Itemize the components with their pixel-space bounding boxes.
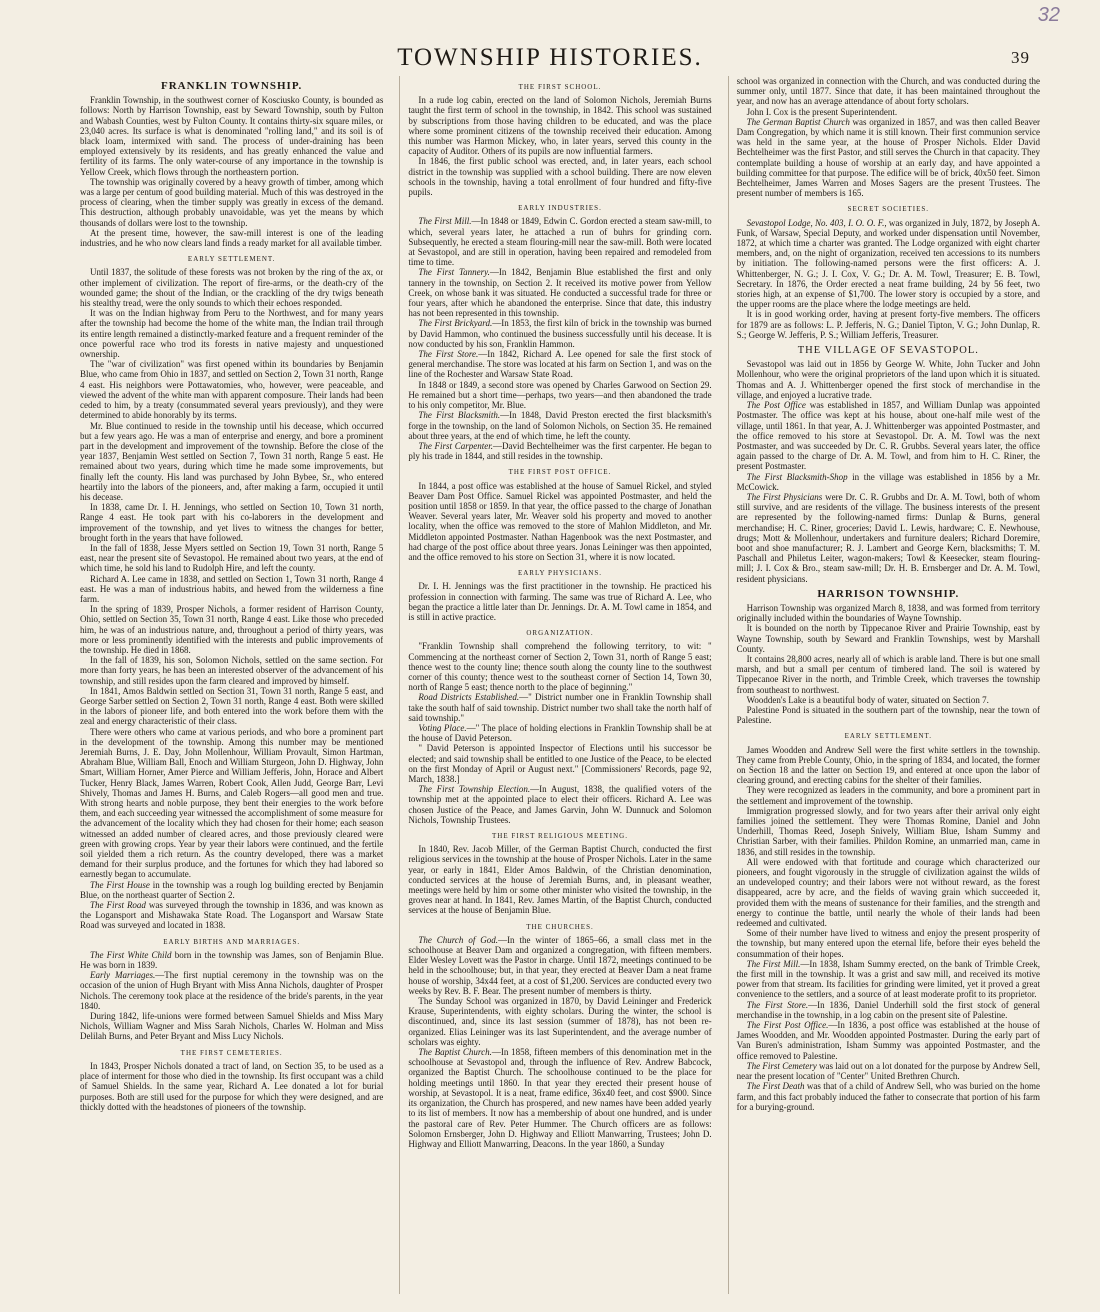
section-heading: FRANKLIN TOWNSHIP. [161,80,303,92]
paragraph [737,959,1040,1000]
paragraph [80,880,383,900]
paragraph [80,421,383,503]
paragraph [80,95,383,177]
paragraph-lead: The First Carpenter. [418,440,493,451]
paragraph-text: In 1843, Prosper Nichols donated a tract of land, on Section 35, to be used as a place of interment for those who died in the township. Its first occupant was a child of Samuel Shields. In the same year, Richard A. Lee donated a lot for burial purposes. Both are still used for the purpose for which they were designed, and are thickly dotted with the headstones of pioneers of the township. [80,1060,384,1112]
paragraph-text: There were others who came at various periods, and who bore a prominent part in the development of the township. Among this number may be mentioned Jeremiah Burns, J. E. Day, John Mollenhour, William Provault, Simon Hartman, Abraham Blue, William Ball, Enoch and William Sturgeon, John D. Highway, John Smart, William Horner, Amer Pierce and William Jefferis, John, Horace and Albert Tucker, Henry Black, James Warren, Robert Cook, Allen Judd, George Barr, Levi Shively, Thomas and James H. Burns, and Caleb Rogers—all good men and true. With strong hearts and noble purpose, they bent their energies to the work before them, and each succeeding year witnessed the accomplishment of some measure for the advancement of the locality which they had chosen for their home; each season witnessed an added number of cleared acres, and those previously cleared were green with growing crops. Year by year their labors were continued, and the fertile soil yielded them a rich return. As the country developed, there was a market demand for their surplus produce, and the fortunes for which they had labored so earnestly began to accumulate. [80,726,384,880]
paragraph [80,1011,383,1042]
paragraph-text: It is in good working order, having at present forty-five members. The officers for 1879 are as follows: L. P. Jefferis, N. G.; Daniel Tipton, V. G.; John Dunlap, R. S.; George W. Jefferis, P. S.; William Jefferis, Treasurer. [736,309,1040,340]
paragraph [408,380,711,411]
section-heading: HARRISON TOWNSHIP. [817,587,960,600]
paragraph-lead: The Church of God. [418,934,499,945]
paragraph-text: —" The place of holding elections in Franklin Township shall be at the house of David Peterson. [408,722,712,744]
subsection-heading: THE CHURCHES. [526,922,594,931]
paragraph [737,603,1040,623]
paragraph-text: —" District number one in Franklin Township shall take the south half of said township. District number two shall take the north half of said township." [408,692,712,723]
paragraph [80,900,383,931]
paragraph [80,655,383,686]
paragraph [408,844,711,915]
paragraph [408,1047,711,1149]
paragraph-lead: Road Districts Established. [418,692,520,703]
paragraph [408,410,711,441]
paragraph-text: In 1841, Amos Baldwin settled on Section 31, Town 31 north, Range 5 east, and George Sarber settled on Section 2, Town 31 north, Range 4 east. Both were skilled in the labors of pioneer life, and both entered into the work before them with the zeal and energy characteristic of their class. [80,685,384,727]
paragraph-text: born in the township was James, son of Benjamin Blue. He was born in 1839. [80,949,384,971]
paragraph-text: Woodden's Lake is a beautiful body of water, situated on Section 7. [746,694,989,705]
paragraph-text: —In 1842, Benjamin Blue established the first and only tannery in the township, on Section 2. It received its motive power from Yellow Creek, on whose bank it was situated. He conducted a successful trade for three or four years, after which he abandoned the enterprise. Since that date, this industry has not been represented in this township. [408,267,712,319]
paragraph [737,1020,1040,1061]
paragraph-text: Harrison Township was organized March 8, 1838, and was formed from territory originally included within the boundaries of Wayne Township. [736,602,1040,624]
paragraph [408,581,711,622]
paragraph [80,308,383,359]
paragraph [408,692,711,723]
paragraph [408,441,711,461]
paragraph-text: It was on the Indian highway from Peru to the Northwest, and for many years after the township had become the home of the white man, the Indian trail through its entire length remained a distinctly-marked feature and a frequent reminder of the once powerful race who trod its forests in native majesty and unquestioned ownership. [80,308,384,360]
paragraph [737,492,1040,584]
paragraph [80,1061,383,1112]
paragraph-lead: The First White Child [90,949,172,960]
paragraph-text: was laid out on a lot donated for the purpose by Andrew Sell, near the present location of "Center" United Brethren Church. [736,1060,1040,1082]
paragraph-text: In 1846, the first public school was erected, and, in later years, each school district in the township was supplied with a school building. There are now eleven schools in the township, having a total enrollment of four hundred and fifty-five pupils. [408,156,712,198]
paragraph-text: school was organized in connection with the Church, and was conducted during the summer only, until 1877. Since that date, it has been maintained throughout the year, and now has an average attendance of about forty scholars. [736,76,1040,107]
subsection-heading: SECRET SOCIETIES. [847,205,930,214]
paragraph-text: At the present time, however, the saw-mill interest is one of the leading industries, and he who now clears land finds a ready market for all available timber. [80,227,384,249]
paragraph-text: Mr. Blue continued to reside in the township until his decease, which occurred but a few years ago. He was a man of enterprise and energy, and bore a prominent part in the development and improvement of the township. Before the close of the year 1837, Benjamin West settled on Section 7, Town 31 north, Range 5 east. He remained about two years, during which time he made some improvements, but finally left the county. His land was purchased by John Bybee, Sr., who entered heartily into the labors of the pioneers, and, after making a farm, occupied it until his decease. [80,420,384,502]
paragraph [408,743,711,784]
paragraph [737,309,1040,340]
paragraph-text: was surveyed through the township in 1836, and was known as the Logansport and Mishawaka State Road. The Logansport and Warsaw State Road was surveyed and located in 1838. [80,900,384,931]
page-title: TOWNSHIP HISTORIES. [397,44,703,71]
paragraph [408,216,711,267]
subsection-heading: EARLY BIRTHS AND MARRIAGES. [163,937,301,946]
text-columns [80,76,1040,1294]
paragraph [737,218,1040,310]
paragraph-lead: The German Baptist Church [746,116,850,127]
paragraph-text: —In 1858, fifteen members of this denomination met in the schoolhouse at Sevastopol and, through the influence of Rev. Andrew Babcock, organized the Baptist Church. The schoolhouse continued to be the place for holding meetings until 1860. In that year they erected their present house of worship, at Sevastopol. It is a neat, frame edifice, 36x40 feet, and cost $900. Since its organization, the Church has prospered, and new names have been added yearly to its list of members. It now has a membership of about one hundred, and is under the pastoral care of Rev. Peter Hummer. The Church officers are as follows: Solomon Ernsberger, John D. Highway and Elliott Manwarring, Trustees; John D. Highway and Elliott Manwarring, Deacons. In the year 1860, a Sunday [408,1047,712,1149]
paragraph [737,705,1040,725]
paragraph [408,481,711,563]
paragraph-text: James Woodden and Andrew Sell were the first white settlers in the township. They came from Preble County, Ohio, in the spring of 1834, and located, the former on Section 18 and the latter on Section 19, and entered at once upon the labor of clearing ground, and erecting cabins for the shelter of their families. [736,744,1040,786]
paragraph-text: In 1840, Rev. Jacob Miller, of the German Baptist Church, conducted the first religious services in the township at the house of Prosper Nichols. Later in the same year, or early in 1841, Elder Amos Baldwin, of the Christian denomination, conducted services at the house of Jeremiah Burns, and, in pleasant weather, meetings were held by him or some other minister who visited the township, in the groves near at hand. In 1841, Rev. James Martin, of the Baptist Church, conducted services at the house of Benjamin Blue. [408,844,712,916]
paragraph [408,156,711,197]
paragraph-text: in the village was established in 1856 by a Mr. McCowick. [736,471,1040,492]
paragraph [80,970,383,1011]
paragraph-lead: The First Mill. [418,216,472,227]
paragraph-text: —In August, 1838, the qualified voters of the township met at the appointed place to elect their officers. Richard A. Lee was chosen Justice of the Peace, and James Garvin, John W. Dunnuck and Solomon Nichols, Township Trustees. [408,784,712,825]
paragraph [408,318,711,349]
paragraph-lead: The First Blacksmith-Shop [746,471,848,482]
paragraph-lead: The First Post Office. [746,1020,829,1031]
paragraph-text: were Dr. C. R. Grubbs and Dr. A. M. Towl, both of whom still survive, and are residents of the village. The business interests of the present are represented by the following-named firms: Dunlap & Burns, general merchandise; H. C. Riner, groceries; David L. Lewis, hardware; C. E. Newhouse, drugs; Mott & Mollenhour, undertakers and furniture dealers; Richard Doremire, boot and shoe manufacturer; R. J. Lambert and George Kern, blacksmiths; T. M. Paschall and Philetus Leiter, wagon-makers; Towl & Keesecker, steam flouring-mill; J. I. Cox & Bro., steam saw-mill; Dr. H. B. Ernsberger and Dr. A. M. Towl, resident physicians. [736,491,1040,584]
paragraph-text: "Franklin Township shall comprehend the following territory, to wit: " Commencing at the northeast corner of Section 2, Town 31, north of Range 5 east; thence west to the county line; thence south along the county line to the southwest corner of this county; thence west to the southeast corner of Section 14, Town 30, north of Range 5 east; thence north to the place of beginning." [408,641,712,693]
paragraph-text: Palestine Pond is situated in the southern part of the township, near the town of Palestine. [736,704,1040,726]
paragraph-text: —The first nuptial ceremony in the township was on the occasion of the union of Hugh Bryant with Miss Anna Nichols, daughter of Prosper Nichols. The ceremony took place at the residence of the bride's parents, in the year 1840. [80,970,384,1011]
subsection-heading: ORGANIZATION. [526,629,594,638]
paragraph [737,76,1040,107]
paragraph [408,784,711,825]
subsection-heading: THE FIRST RELIGIOUS MEETING. [492,832,628,841]
paragraph [737,1061,1040,1081]
paragraph-text: —In 1848 or 1849, Edwin C. Gordon erected a steam saw-mill, to which, several years later, he attached a run of buhrs for grinding corn. Subsequently, he erected a steam flouring-mill near the saw-mill. Both were located at Sevastopol, and are still in operation, having been repaired and remodeled from time to time. [408,216,712,268]
paragraph [80,574,383,605]
paragraph-text: They were recognized as leaders in the community, and bore a prominent part in the settlement and improvement of the township. [736,785,1040,806]
paragraph-lead: Sevastopol Lodge, No. 403, I. O. O. F., [746,217,887,228]
paragraph-text: In a rude log cabin, erected on the land of Solomon Nichols, Jeremiah Burns taught the first term of school in the township, in 1842. This school was sustained by subscriptions from those having children to be educated, and was the place where some prominent citizens of the township received their education. Among this number was Harmon Mickey, who, in later years, served this county in the capacity of Auditor. Others of its pupils are now influential farmers. [408,95,712,157]
paragraph [80,543,383,574]
paragraph [737,695,1040,705]
paragraph-text: During 1842, life-unions were formed between Samuel Shields and Miss Mary Nichols, William Wagner and Miss Sarah Nichols, Charles W. Holman and Miss Delilah Burns, and Peter Bryant and Miss Lucy Nichols. [80,1011,384,1042]
paragraph-text: —In 1836, a post office was established at the house of James Woodden, and Mr. Woodden appointed Postmaster. During the early part of Van Buren's administration, Isham Summy was appointed Postmaster, and the office removed to Palestine. [736,1020,1040,1061]
paragraph-text: was organized in July, 1872, by Joseph A. Funk, of Warsaw, Special Deputy, and worked under dispensation until November, 1872, at which time a charter was granted. The Lodge organized with eight charter members, and, on the night of organization, received ten accessions to its numbers by initiation. The following-named persons were the first officers: A. J. Whittenberger, N. G.; J. I. Cox, V. G.; Dr. A. M. Towl, Treasurer; E. B. Towl, Secretary. In 1876, the Order erected a neat frame building, 24 by 56 feet, two stories high, at an expense of $1,700. The lower story is occupied by a store, and the upper rooms are the place where the lodge meetings are held. [736,217,1040,310]
paragraph-lead: The First House [90,879,150,890]
paragraph-text: was established in 1857, and William Dunlap was appointed Postmaster. The office was kept at his house, about one-half mile west of the village, until 1861. In that year, A. J. Whittenberger was appointed Postmaster, and the office removed to his store at Sevastopol. Dr. A. M. Towl was the next Postmaster, and was succeeded by Dr. C. R. Grubbs. Several years later, the office again passed to the charge of Dr. A. M. Towl, and from him to H. C. Riner, the present Postmaster. [736,400,1040,472]
paragraph [737,745,1040,786]
paragraph-text: John I. Cox is the present Superintendent. [746,106,898,117]
paragraph [408,267,711,318]
column-left [80,76,383,1294]
paragraph [737,1081,1040,1112]
paragraph [737,359,1040,400]
paragraph [737,623,1040,654]
column-middle [399,76,711,1294]
paragraph-lead: The First Mill. [746,958,801,969]
paragraph [408,996,711,1047]
paragraph [408,641,711,692]
paragraph [737,472,1040,492]
paragraph-text: The township was originally covered by a heavy growth of timber, among which was a large per centum of good building material. Much of this was destroyed in the process of clearing, when the timber supply was greatly in excess of the demand. This destruction, although probably unavoidable, was yet the means by which thousands of dollars were lost to the township. [80,176,384,228]
paragraph [80,267,383,308]
paragraph-text: In 1848 or 1849, a second store was opened by Charles Garwood on Section 29. He remained but a short time—perhaps, two years—and then abandoned the trade to his only competitor, Mr. Blue. [408,379,712,411]
paragraph-text: The Sunday School was organized in 1870, by David Leininger and Frederick Krause, Superintendents, with eighty scholars. During the winter, the school is discontinued, and, since its last session (summer of 1878), has not been re-organized. Elias Leininger was its last Superintendent, and the average number of scholars was eighty. [408,996,712,1047]
subsection-heading: EARLY SETTLEMENT. [844,732,933,741]
paragraph [80,686,383,727]
paragraph-lead: Voting Place. [418,722,467,733]
paragraph-text: It contains 28,800 acres, nearly all of which is arable land. There is but one small marsh, and but a small per centum of timbered land. The soil is watered by Tippecanoe River in the north, and Trimble Creek, which traverses the township from southeast to northwest. [736,653,1040,695]
paragraph-text: In 1844, a post office was established at the house of Samuel Rickel, and styled Beaver Dam Post Office. Samuel Rickel was appointed Postmaster, and held the position until 1858 or 1859. In that year, the office passed to the charge of Jonathan Weaver. Several years later, Mr. Weaver sold his property and moved to another locality, when the office was removed to the store of Mahlon Middleton, and Mr. Middleton appointed Postmaster. Nathan Hagenbook was the next Postmaster, and had charge of the post office about three years. Jonas Leininger was then appointed, and the office removed to his store on Section 31, where it is now located. [408,480,712,562]
paragraph-lead: The First Physicians [746,491,823,502]
paragraph [408,935,711,996]
paragraph-text: Immigration progressed slowly, and for two years after their arrival only eight families joined the settlement. They were Thomas Romine, Daniel and John Underhill, Thomas Reed, Joseph Snively, William Blue, Isham Summy and Christian Sarber, with their families. Phildon Romine, an unmarried man, came in 1836, and still resides in the township. [736,805,1040,857]
paragraph-text: It is bounded on the north by Tippecanoe River and Prairie Township, east by Wayne Township, south by Seward and Franklin Townships, west by Marshall County. [736,623,1040,654]
paragraph [737,117,1040,199]
paragraph [80,950,383,970]
paragraph-text: —In 1853, the first kiln of brick in the township was burned by David Hammon, who continued the business successfully until his decease. It is now conducted by his son, Franklin Hammon. [408,318,712,349]
subsection-heading: THE FIRST POST OFFICE. [508,468,612,477]
paragraph-lead: The First Store. [746,999,809,1010]
paragraph [80,359,383,420]
paragraph-lead: The Baptist Church. [418,1047,492,1058]
paragraph [737,107,1040,117]
column-right [728,76,1040,1294]
paragraph [80,228,383,248]
paragraph-text: All were endowed with that fortitude and courage which characterized our pioneers, and fought vigorously in the struggle of civilization against the wilds of an undeveloped country; and their labors were not without reward, as the forest disappeared, acre by acre, and the fields of waving grain which succeeded it, provided them with the means of sustenance for their families, and the strength and energy to continue the battle, until nearly the whole of their lands had been redeemed and cultivated. [736,856,1040,929]
paragraph-text: In the spring of 1839, Prosper Nichols, a former resident of Harrison County, Ohio, settled on Section 35, Town 31 north, Range 4 east. Like those who preceded him, he was of an industrious nature, and, throughout a period of thirty years, was more or less prominently identified with the interests and public improvements of the township. He died in 1868. [80,604,384,655]
page-number: 39 [1011,48,1030,67]
paragraph-text: In 1838, came Dr. I. H. Jennings, who settled on Section 10, Town 31 north, Range 4 east. He took part with his co-laborers in the development and improvement of the township, and yet lives to witness the changes for better, brought forth in the years that have followed. [80,502,384,543]
paragraph-lead: The First Death [746,1081,805,1092]
paragraph-text: was organized in 1857, and was then called Beaver Dam Congregation, by which name it is still known. Their first communion service was held in the same year, at the house of Prosper Nichols. Elder David Bechtelheimer was the first Pastor, and still serves the Church in that capacity. They contemplate building a house of worship at an early day, and have appointed a building committee for that purpose. The edifice will be of brick, 40x50 feet. Simon Bechtelheimer, James Warren and Moses Sagers are the present Trustees. The present number of members is 165. [736,116,1040,199]
paragraph [408,349,711,380]
paragraph-lead: The First Township Election. [418,784,531,795]
paragraph-text: —In 1842, Richard A. Lee opened for sale the first stock of general merchandise. The store was located at his farm on Section 1, and was on the line of the Rochester and Warsaw State Road. [408,349,712,380]
subsection-heading: THE FIRST CEMETERIES. [180,1048,283,1057]
paragraph-lead: The First Road [90,900,146,911]
section-heading: THE VILLAGE OF SEVASTOPOL. [797,345,979,357]
paragraph [737,857,1040,928]
paragraph-lead: Early Marriages. [90,970,156,981]
paragraph-lead: The First Tannery. [418,267,490,278]
paragraph-text: —In 1838, Isham Summy erected, on the bank of Trimble Creek, the first mill in the township. It was a grist and saw mill, and received its motive power from that stream. Its facilities for grinding were limited, yet it proved a great convenience to the settlers, and a source of at least moderate profit to its proprietor. [736,958,1040,1000]
paragraph [80,502,383,543]
paragraph-lead: The First Blacksmith. [418,410,501,421]
paragraph-text: —In 1848, David Preston erected the first blacksmith's forge in the township, on the land of Solomon Nichols, on Section 35. He remained about three years, at the end of which time, he left the county. [408,410,712,441]
paragraph [737,785,1040,805]
paragraph-text: in the township was a rough log building erected by Benjamin Blue, on the northeast quarter of Section 2. [80,879,384,900]
paragraph [737,654,1040,695]
paragraph-text: Until 1837, the solitude of these forests was not broken by the ring of the ax, or other implement of civilization. The report of fire-arms, or the death-cry of the wounded game; the shout of the Indian, or the crackling of the dry twigs beneath his stealthy tread, were the only sounds to which their echoes responded. [80,267,384,309]
paragraph [408,95,711,156]
paragraph-text: In the fall of 1839, his son, Solomon Nichols, settled on the same section. For more than forty years, he has been an interested observer of the advancement of his township, and still resides upon the farm cleared and improved by himself. [80,655,384,686]
paragraph [80,177,383,228]
paragraph-text: —In 1836, Daniel Underhill sold the first stock of general merchandise in the township, in a log cabin on the present site of Palestine. [736,999,1040,1020]
paragraph [408,723,711,743]
paragraph-text: " David Peterson is appointed Inspector of Elections until his successor be elected; and said township shall be entitled to one Justice of the Peace, to be elected on the first Monday of April or August next." [Commissioners' Records, page 92, March, 1838.] [408,743,712,784]
paragraph-lead: The Post Office [746,400,806,411]
paragraph-text: Dr. I. H. Jennings was the first practitioner in the township. He practiced his profession in connection with farming. The same was true of Richard A. Lee, who began the practice a little later than Dr. Jennings. Dr. A. M. Towl came in 1854, and is still in active practice. [408,581,712,622]
paragraph-text: was that of a child of Andrew Sell, who was buried on the home farm, and this fact probably induced the father to consecrate that portion of his farm for a burying-ground. [736,1081,1040,1112]
paragraph-text: —In the winter of 1865–66, a small class met in the schoolhouse at Beaver Dam and organized a congregation, with fifteen members. Elder Wesley Lovett was the Pastor in charge. Until 1872, meetings continued to be held in the schoolhouse; but, in that year, they erected at Beaver Dam a neat frame house of worship, 34x44 feet, at a cost of $1,200. Services are conducted every two weeks by Rev. B. F. Bear. The present number of members is thirty. [408,934,712,996]
subsection-heading: EARLY SETTLEMENT. [187,255,276,264]
paragraph-text: —David Bechtelheimer was the first carpenter. He began to ply his trade in 1844, and still resides in the township. [408,440,712,462]
paragraph-text: In the fall of 1838, Jesse Myers settled on Section 19, Town 31 north, Range 5 east, near the present site of Sevastopol. He remained about two years, at the end of which time, he sold his land to Rudolph Hire, and left the county. [80,542,384,574]
paragraph-lead: The First Brickyard. [418,318,493,329]
paragraph-text: Some of their number have lived to witness and enjoy the present prosperity of the township, but many entered upon the eternal life, before their eyes beheld the consummation of their hopes. [736,928,1040,959]
paragraph-text: Franklin Township, in the southwest corner of Kosciusko County, is bounded as follows: North by Harrison Township, east by Seward Township, south by Fulton and Wabash Counties, west by Fulton County. It contains thirty-six square miles, or 23,040 acres. Its surface is what is denominated "rolling land," and its soil is of black loam, intermixed with sand. The process of under-draining has been employed extensively by its residents, and has greatly enhanced the value and fertility of its farms. The only water-course of any importance in the township is Yellow Creek, which flows through the northeastern portion. [80,95,384,177]
paragraph-lead: The First Store. [418,349,479,360]
paragraph-text: Richard A. Lee came in 1838, and settled on Section 1, Town 31 north, Range 4 east. He was a man of industrious habits, and hewed from the wilderness a fine farm. [80,573,384,604]
paragraph-text: The "war of civilization" was first opened within its boundaries by Benjamin Blue, who came from Ohio in 1837, and settled on Section 2, Town 31 north, Range 4 east. His neighbors were Pottawatomies, who, however, were peaceable, and viewed the advent of the white man with apparent composure. Their lands had been ceded to him, by a treaty (consummated several years previously), and they were determined to abide honorably by its terms. [80,359,384,421]
paragraph [737,400,1040,471]
subsection-heading: EARLY INDUSTRIES. [518,204,602,213]
paragraph-lead: The First Cemetery [746,1060,817,1071]
paragraph [737,806,1040,857]
archive-page-mark: 32 [1037,4,1060,26]
subsection-heading: THE FIRST SCHOOL. [518,83,602,91]
paragraph-text: Sevastopol was laid out in 1856 by George W. White, John Tucker and John Mollenhour, who were the original proprietors of the land upon which it is situated. Thomas and A. J. Whittenberger opened the first stock of merchandise in the village, and enjoyed a lucrative trade. [736,359,1040,400]
subsection-heading: EARLY PHYSICIANS. [517,569,603,578]
paragraph [80,727,383,880]
paragraph [80,604,383,655]
paragraph [737,1000,1040,1020]
paragraph [737,928,1040,959]
